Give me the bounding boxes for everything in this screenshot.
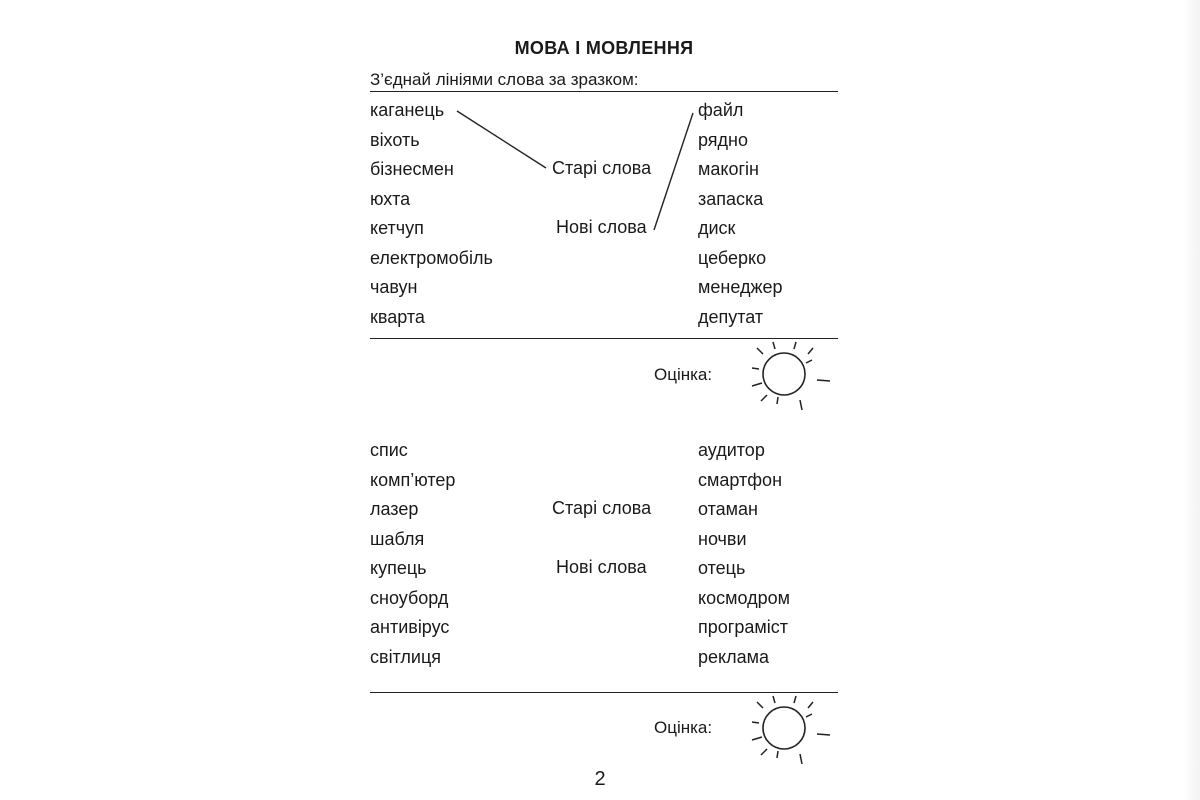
right-word[interactable]: отець [698, 558, 746, 578]
right-word[interactable]: депутат [698, 306, 764, 327]
left-word[interactable]: комп’ютер [370, 469, 456, 490]
exercise2-right-list [698, 436, 790, 672]
sun-grade-icon[interactable] [742, 338, 838, 414]
left-word[interactable]: бізнесмен [370, 159, 454, 179]
example-line-old [457, 111, 546, 168]
left-word[interactable]: кетчуп [370, 218, 424, 238]
left-word[interactable]: антивірус [370, 617, 450, 637]
category-old-words[interactable]: Старі слова [552, 158, 652, 178]
instruction-text: З’єднай лініями слова за зразком: [370, 70, 639, 89]
category-new-words[interactable]: Нові слова [556, 217, 647, 237]
grade-label: Оцінка: [654, 718, 713, 737]
right-word[interactable]: рядно [698, 129, 749, 150]
category-new-words[interactable]: Нові слова [556, 557, 647, 577]
grade-label: Оцінка: [654, 365, 713, 384]
left-word[interactable]: чавун [370, 277, 418, 297]
page-title: МОВА І МОВЛЕННЯ [514, 38, 694, 58]
exercise2-left-list [370, 436, 455, 672]
right-word[interactable]: запаска [698, 188, 764, 209]
left-word[interactable]: каганець [370, 100, 445, 120]
left-word[interactable]: електромобіль [370, 247, 493, 268]
page-number: 2 [594, 768, 606, 790]
right-word[interactable]: смартфон [698, 469, 783, 490]
left-word[interactable]: спис [370, 440, 408, 460]
right-word[interactable]: отаман [698, 499, 758, 519]
right-word[interactable]: космодром [698, 587, 790, 608]
right-word[interactable]: менеджер [698, 277, 783, 297]
left-word[interactable]: світлиця [370, 646, 442, 667]
right-word[interactable]: програміст [698, 617, 788, 637]
left-word[interactable]: купець [370, 558, 427, 578]
right-word[interactable]: аудитор [698, 440, 765, 460]
left-word[interactable]: юхта [370, 188, 411, 209]
example-line-new [654, 113, 693, 230]
category-old-words[interactable]: Старі слова [552, 498, 652, 518]
left-word[interactable]: шабля [370, 528, 425, 549]
sun-grade-icon[interactable] [742, 692, 838, 768]
right-word[interactable]: макогін [698, 159, 759, 179]
right-word[interactable]: диск [698, 218, 736, 238]
right-word[interactable]: ночви [698, 528, 747, 549]
right-word[interactable]: реклама [698, 646, 769, 667]
left-word[interactable]: кварта [370, 306, 425, 327]
right-word[interactable]: файл [698, 100, 744, 120]
left-word[interactable]: віхоть [370, 129, 420, 150]
right-word[interactable]: цеберко [698, 247, 767, 268]
left-word[interactable]: сноуборд [370, 587, 449, 608]
left-word[interactable]: лазер [370, 499, 419, 519]
